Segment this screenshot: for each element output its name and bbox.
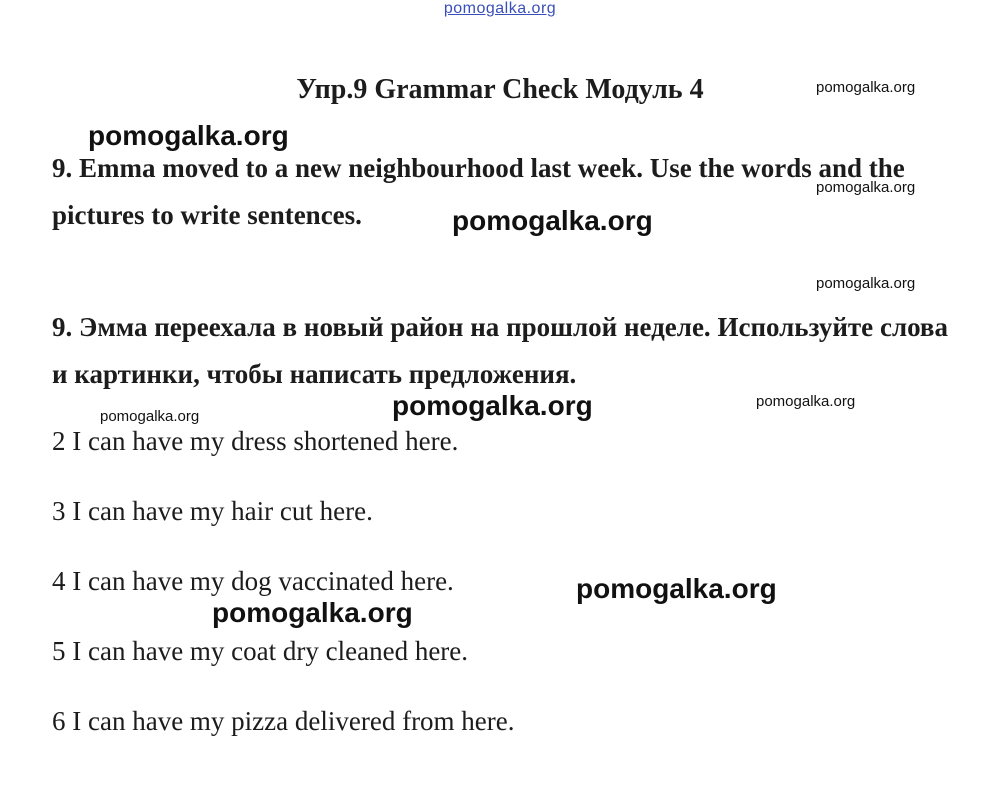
answer-item: 5 I can have my coat dry cleaned here. [52,636,469,666]
watermark-text: pomogalka.org [212,597,413,628]
page-title: Упр.9 Grammar Check Модуль 4 [296,74,704,105]
watermark-text: pomogalka.org [756,393,856,410]
answer-item: 3 I can have my hair cut here. [52,496,373,526]
answer-item: 2 I can have my dress shortened here. [52,426,459,456]
watermark-text: pomogalka.org [452,205,653,236]
watermark-text: pomogalka.org [392,390,593,421]
watermark-text: pomogalka.org [816,275,916,292]
site-link[interactable]: pomogalka.org [443,0,557,17]
task-russian: 9. Эмма переехала в новый район на прошлой неделе. Используйте слова и картинки, чтобы написать предложения. [52,312,948,389]
answer-item: 4 I can have my dog vaccinated here. [52,566,454,596]
answer-item: 6 I can have my pizza delivered from here. [52,706,515,736]
watermark-text: pomogalka.org [816,79,916,96]
task-english: 9. Emma moved to a new neighbourhood last week. Use the words and the pictures to write sentences. [52,153,905,230]
watermark-text: pomogalka.org [816,179,916,196]
watermark-text: pomogalka.org [88,120,289,151]
watermark-text: pomogalka.org [100,408,200,425]
watermark-text: pomogalka.org [576,573,777,604]
